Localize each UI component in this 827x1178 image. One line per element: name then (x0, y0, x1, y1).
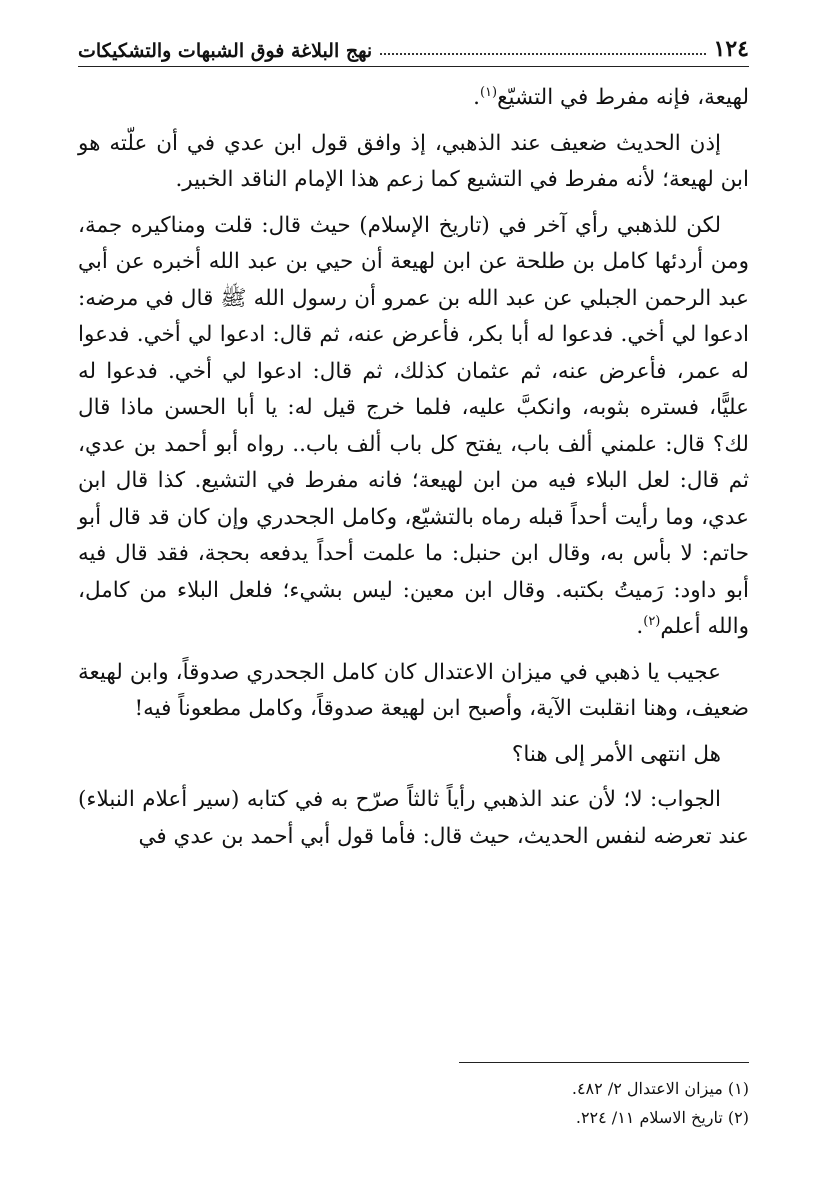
paragraph: إذن الحديث ضعيف عند الذهبي، إذ وافق قول ابن عدي في أن علّته هو ابن لهيعة؛ لأنه مفرط في التشيع كما زعم هذا الإمام الناقد الخبير. (78, 130, 749, 192)
body-text (78, 80, 749, 864)
footnote-separator (459, 1062, 749, 1063)
paragraph: لكن للذهبي رأي آخر في (تاريخ الإسلام) حيث قال: قلت ومناكيره جمة، ومن أردئها كامل بن طلحة عن ابن لهيعة أن حيي بن عبد الله أخبره عن أبي عبد الرحمن الجبلي عن عبد الله بن عمرو أن رسول الله ﷺ قال في مرضه: ادعوا لي أخي. فدعوا له أبا بكر، فأعرض عنه، ثم قال: ادعوا لي أخي. فدعوا له عمر، فأعرض عنه، ثم عثمان كذلك، ثم قال: ادعوا لي أخي. فدعوا له عليًّا، فستره بثوبه، وانكبَّ عليه، فلما خرج قيل له: يا أبا الحسن ماذا قال لك؟ قال: علمني ألف باب، يفتح كل باب ألف باب.. رواه أبو أحمد بن عدي، ثم قال: لعل البلاء فيه من ابن لهيعة؛ فانه مفرط في التشيع. كذا قال ابن عدي، وما رأيت أحداً قبله رماه بالتشيّع، وكامل الجحدري وإن كان قد قال أبو حاتم: لا بأس به، وقال ابن حنبل: ما علمت أحداً يدفعه بحجة، فقد قال فيه أبو داود: رَميتُ بكتبه. وقال ابن معين: ليس بشيء؛ فلعل البلاء من كامل، والله أعلم$^{(٢)}$. (78, 212, 749, 639)
footnotes (78, 1074, 749, 1132)
paragraph: عجيب يا ذهبي في ميزان الاعتدال كان كامل الجحدري صدوقاً، وابن لهيعة ضعيف، وهنا انقلبت الآية، وأصبح ابن لهيعة صدوقاً، وكامل مطعوناً فيه! (78, 659, 749, 721)
header-dotted-leader (380, 53, 705, 55)
paragraph: لهيعة، فإنه مفرط في التشيّع$^{(١)}$. (473, 84, 749, 110)
paragraph: هل انتهى الأمر إلى هنا؟ (511, 741, 721, 767)
page-number: ١٢٤ (713, 36, 749, 62)
footnote: (١) ميزان الاعتدال ٢/ ٤٨٢. (571, 1079, 749, 1098)
paragraph: الجواب: لا؛ لأن عند الذهبي رأياً ثالثاً صرّح به في كتابه (سير أعلام النبلاء) عند تعرضه لنفس الحديث، حيث قال: فأما قول أبي أحمد بن عدي في (78, 787, 749, 849)
footnote-ref: (٢) (643, 613, 661, 629)
page-header (78, 32, 749, 67)
footnote-ref: (١) (479, 84, 498, 100)
running-title: نهج البلاغة فوق الشبهات والتشكيكات (78, 40, 373, 62)
footnote: (٢) تاريخ الاسلام ١١/ ٢٢٤. (575, 1108, 749, 1127)
